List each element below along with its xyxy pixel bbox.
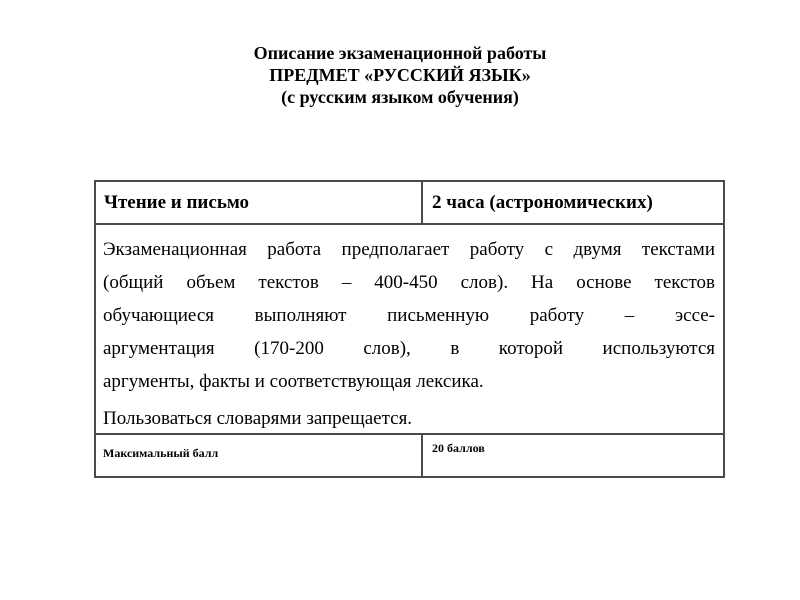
table-footer-row — [96, 435, 723, 476]
description-cell — [96, 225, 723, 433]
description-line-4: аргументация (170-200 слов), в которой используются — [103, 338, 715, 359]
slide-title — [0, 42, 800, 108]
footer-cell-max-score-value: 20 баллов — [432, 441, 485, 455]
description-line-2: (общий объем текстов – 400-450 слов). На основе текстов — [103, 272, 715, 293]
exam-description-table — [94, 180, 725, 478]
dictionary-note: Пользоваться словарями запрещается. — [103, 408, 413, 429]
slide-title-line-1: Описание экзаменационной работы — [253, 43, 547, 63]
description-line-1: Экзаменационная работа предполагает работу с двумя текстами — [103, 239, 715, 260]
footer-cell-max-score-label: Максимальный балл — [96, 435, 423, 476]
description-line-3: обучающиеся выполняют письменную работу – эссе- — [103, 305, 715, 326]
header-cell-section: Чтение и письмо — [96, 182, 423, 223]
slide-title-line-3: (с русским языком обучения) — [281, 87, 519, 107]
header-cell-duration: 2 часа (астрономических) — [432, 191, 653, 213]
slide-title-line-2: ПРЕДМЕТ «РУССКИЙ ЯЗЫК» — [269, 65, 531, 85]
table-header-row — [96, 182, 723, 225]
table-body-row — [96, 225, 723, 435]
description-line-5: аргументы, факты и соответствующая лексика. — [103, 371, 484, 392]
